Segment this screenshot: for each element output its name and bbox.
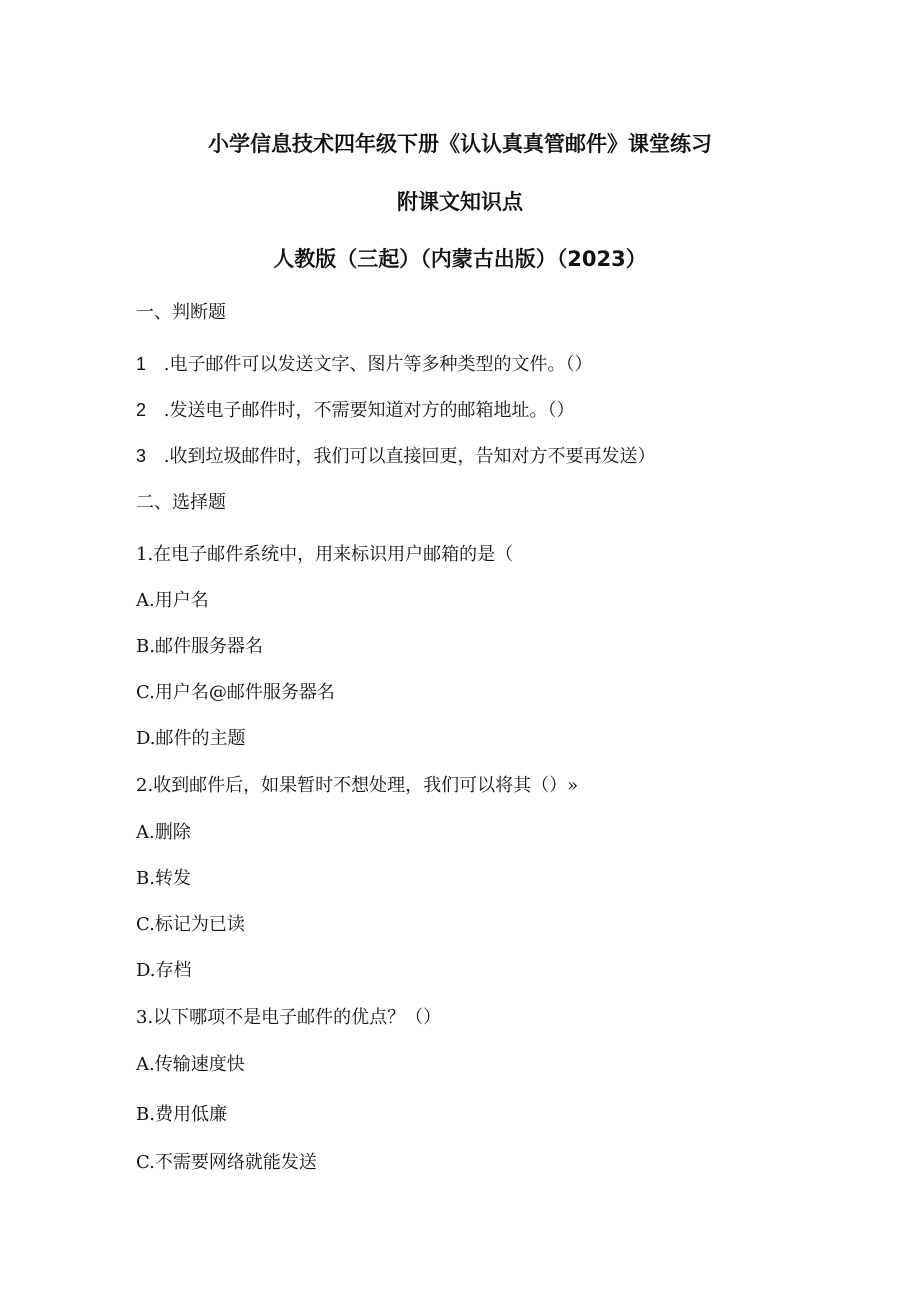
option: C.不需要网络就能发送	[136, 1152, 317, 1173]
item-text: .电子邮件可以发送文字、图片等多种类型的文件。（）	[163, 354, 593, 375]
item-number: 1	[136, 354, 147, 374]
option: C.标记为已读	[136, 914, 245, 935]
item-text: .收到垃圾邮件时，我们可以直接回更，告知对方不要再发送）	[163, 446, 656, 467]
option: A.用户名	[136, 590, 209, 611]
question-stem: 1.在电子邮件系统中，用来标识用户邮箱的是（	[136, 544, 514, 565]
option: B.邮件服务器名	[136, 636, 263, 657]
section-heading-choice: 二、选择题	[136, 492, 226, 513]
option: C.用户名@邮件服务器名	[136, 682, 335, 703]
document-title: 小学信息技术四年级下册《认认真真管邮件》课堂练习	[208, 132, 712, 156]
document-edition: 人教版（三起）（内蒙古出版）（2023）	[273, 247, 647, 271]
option: D.邮件的主题	[136, 728, 246, 749]
item-text: .发送电子邮件时，不需要知道对方的邮箱地址。（）	[163, 400, 575, 421]
document-subtitle: 附课文知识点	[397, 190, 523, 214]
section-heading-judgement: 一、判断题	[136, 302, 226, 323]
option: A.删除	[136, 822, 191, 843]
question-stem: 2.收到邮件后，如果暂时不想处理，我们可以将其（）»	[136, 775, 579, 796]
option: B.转发	[136, 868, 191, 889]
option: B.费用低廉	[136, 1104, 227, 1125]
question-stem: 3.以下哪项不是电子邮件的优点？（）	[136, 1007, 442, 1028]
item-number: 2	[136, 400, 147, 420]
item-number: 3	[136, 446, 147, 466]
judgement-item	[136, 396, 574, 422]
judgement-item	[136, 350, 592, 376]
option: D.存档	[136, 960, 192, 981]
judgement-item	[136, 442, 655, 468]
option: A.传输速度快	[136, 1054, 245, 1075]
